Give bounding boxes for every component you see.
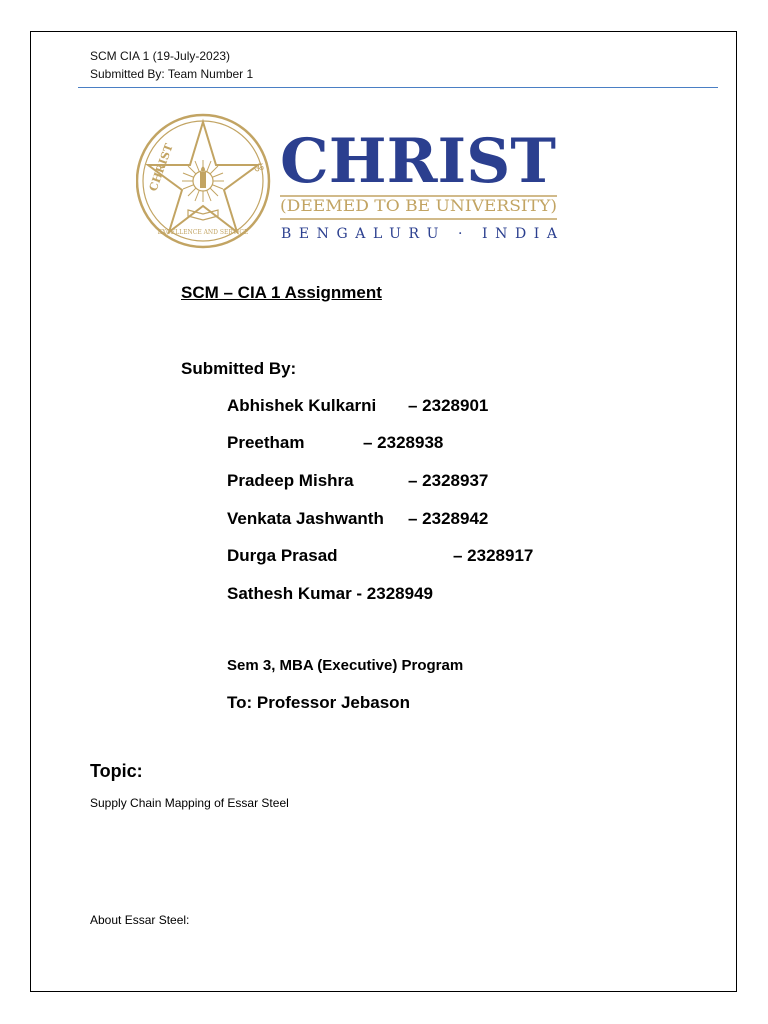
member-name: Sathesh Kumar - 2328949 <box>227 584 433 603</box>
member-name: Abhishek Kulkarni <box>227 396 377 415</box>
member-id: – 2328901 <box>408 396 489 415</box>
seal-emblem <box>137 115 269 247</box>
logo-subtitle: (DEEMED TO BE UNIVERSITY) <box>280 196 557 215</box>
member-name: Pradeep Mishra <box>227 471 354 490</box>
seal-motto: EXCELLENCE AND SERVICE <box>157 229 249 236</box>
logo-wordmark: CHRIST <box>280 126 556 197</box>
about-heading: About Essar Steel: <box>90 913 190 927</box>
document-page <box>30 31 737 992</box>
topic-heading: Topic: <box>90 761 143 781</box>
assignment-title: SCM – CIA 1 Assignment <box>181 283 382 302</box>
program-line: Sem 3, MBA (Executive) Program <box>227 657 464 674</box>
logo-location: BENGALURU · INDIA <box>281 226 557 242</box>
university-logo <box>136 110 576 252</box>
submitted-by-label: Submitted By: <box>181 359 297 378</box>
member-id: – 2328937 <box>408 471 489 490</box>
header-line-1: SCM CIA 1 (19-July-2023) <box>90 49 231 63</box>
member-id: – 2328938 <box>363 433 444 452</box>
svg-text:ॐ: ॐ <box>254 162 265 175</box>
member-id: – 2328917 <box>453 546 534 565</box>
topic-text: Supply Chain Mapping of Essar Steel <box>90 796 289 810</box>
member-name: Venkata Jashwanth <box>227 509 384 528</box>
member-id: – 2328942 <box>408 509 489 528</box>
header-line-2: Submitted By: Team Number 1 <box>90 67 254 81</box>
seal-text: CHRIST <box>146 141 176 194</box>
member-name: Preetham <box>227 433 305 452</box>
header-divider <box>78 87 718 88</box>
recipient-line: To: Professor Jebason <box>227 693 410 712</box>
member-name: Durga Prasad <box>227 546 338 565</box>
